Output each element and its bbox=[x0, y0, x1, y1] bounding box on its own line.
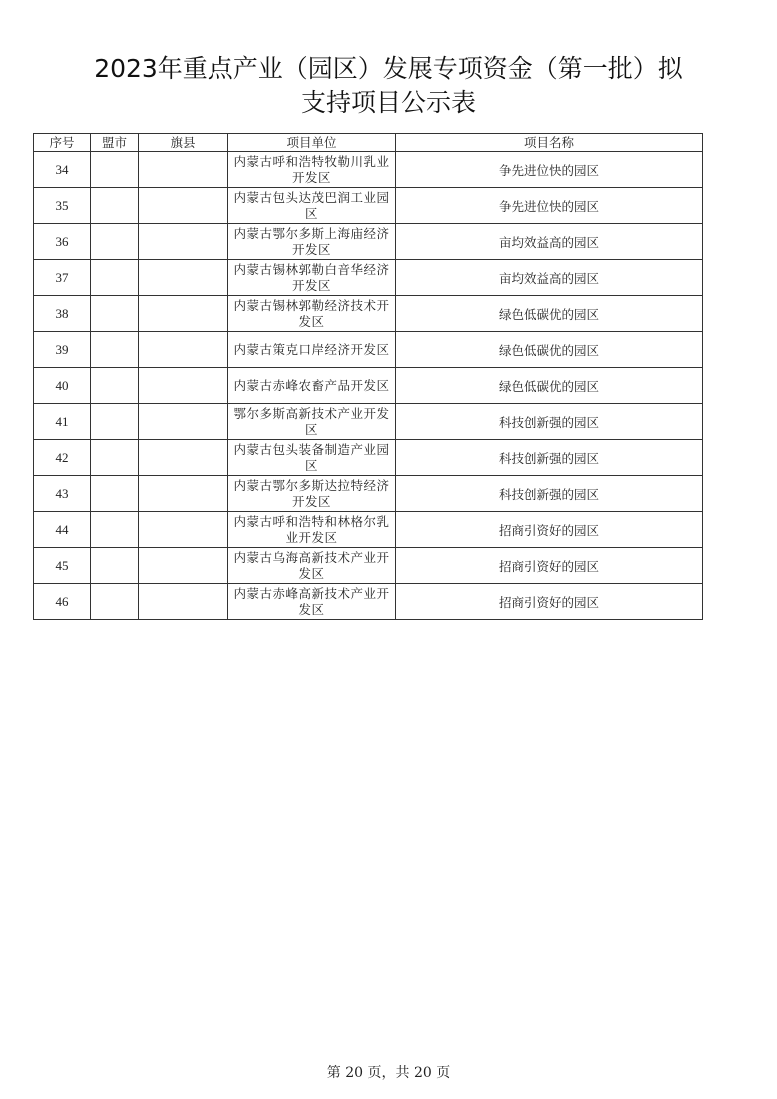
cell-unit: 内蒙古包头达茂巴润工业园区 bbox=[228, 188, 396, 224]
table-row bbox=[34, 440, 703, 476]
cell-unit: 内蒙古锡林郭勒白音华经济开发区 bbox=[228, 260, 396, 296]
cell-serial: 35 bbox=[34, 188, 91, 224]
cell-county bbox=[139, 260, 228, 296]
cell-county bbox=[139, 152, 228, 188]
cell-county bbox=[139, 224, 228, 260]
table-row bbox=[34, 548, 703, 584]
cell-unit: 内蒙古呼和浩特牧勒川乳业开发区 bbox=[228, 152, 396, 188]
cell-county bbox=[139, 548, 228, 584]
cell-league bbox=[91, 476, 139, 512]
cell-league bbox=[91, 512, 139, 548]
cell-project: 争先进位快的园区 bbox=[396, 152, 703, 188]
cell-county bbox=[139, 476, 228, 512]
table-row bbox=[34, 188, 703, 224]
cell-unit: 内蒙古呼和浩特和林格尔乳业开发区 bbox=[228, 512, 396, 548]
title-line-1: 2023年重点产业（园区）发展专项资金（第一批）拟 bbox=[94, 54, 683, 83]
cell-unit: 内蒙古策克口岸经济开发区 bbox=[228, 332, 396, 368]
cell-project: 科技创新强的园区 bbox=[396, 404, 703, 440]
cell-serial: 36 bbox=[34, 224, 91, 260]
cell-project: 绿色低碳优的园区 bbox=[396, 332, 703, 368]
cell-league bbox=[91, 224, 139, 260]
table-row bbox=[34, 512, 703, 548]
cell-serial: 46 bbox=[34, 584, 91, 620]
table-body bbox=[34, 152, 703, 620]
cell-unit: 内蒙古鄂尔多斯上海庙经济开发区 bbox=[228, 224, 396, 260]
cell-league bbox=[91, 368, 139, 404]
cell-county bbox=[139, 512, 228, 548]
header-serial: 序号 bbox=[34, 134, 91, 152]
cell-league bbox=[91, 152, 139, 188]
cell-project: 科技创新强的园区 bbox=[396, 476, 703, 512]
cell-serial: 40 bbox=[34, 368, 91, 404]
header-league: 盟市 bbox=[91, 134, 139, 152]
cell-project: 争先进位快的园区 bbox=[396, 188, 703, 224]
cell-league bbox=[91, 260, 139, 296]
table-row bbox=[34, 584, 703, 620]
cell-serial: 34 bbox=[34, 152, 91, 188]
cell-unit: 内蒙古锡林郭勒经济技术开发区 bbox=[228, 296, 396, 332]
cell-county bbox=[139, 404, 228, 440]
cell-unit: 内蒙古赤峰农畜产品开发区 bbox=[228, 368, 396, 404]
project-table bbox=[33, 133, 703, 620]
cell-county bbox=[139, 332, 228, 368]
cell-league bbox=[91, 296, 139, 332]
cell-league bbox=[91, 584, 139, 620]
cell-county bbox=[139, 368, 228, 404]
cell-serial: 37 bbox=[34, 260, 91, 296]
table-row bbox=[34, 296, 703, 332]
cell-serial: 44 bbox=[34, 512, 91, 548]
cell-project: 亩均效益高的园区 bbox=[396, 224, 703, 260]
cell-serial: 39 bbox=[34, 332, 91, 368]
table-row bbox=[34, 332, 703, 368]
cell-unit: 内蒙古包头装备制造产业园区 bbox=[228, 440, 396, 476]
table-row bbox=[34, 476, 703, 512]
cell-league bbox=[91, 332, 139, 368]
table-header bbox=[34, 134, 703, 152]
cell-serial: 45 bbox=[34, 548, 91, 584]
header-row bbox=[34, 134, 703, 152]
cell-project: 招商引资好的园区 bbox=[396, 512, 703, 548]
cell-serial: 41 bbox=[34, 404, 91, 440]
cell-project: 绿色低碳优的园区 bbox=[396, 296, 703, 332]
cell-county bbox=[139, 440, 228, 476]
document-title bbox=[0, 52, 777, 120]
cell-project: 绿色低碳优的园区 bbox=[396, 368, 703, 404]
cell-serial: 42 bbox=[34, 440, 91, 476]
header-unit: 项目单位 bbox=[228, 134, 396, 152]
cell-unit: 内蒙古鄂尔多斯达拉特经济开发区 bbox=[228, 476, 396, 512]
table-row bbox=[34, 368, 703, 404]
cell-county bbox=[139, 584, 228, 620]
header-project: 项目名称 bbox=[396, 134, 703, 152]
cell-unit: 内蒙古赤峰高新技术产业开发区 bbox=[228, 584, 396, 620]
cell-project: 招商引资好的园区 bbox=[396, 548, 703, 584]
table-row bbox=[34, 152, 703, 188]
cell-league bbox=[91, 548, 139, 584]
cell-county bbox=[139, 188, 228, 224]
cell-project: 科技创新强的园区 bbox=[396, 440, 703, 476]
cell-league bbox=[91, 404, 139, 440]
table-row bbox=[34, 404, 703, 440]
cell-serial: 43 bbox=[34, 476, 91, 512]
cell-league bbox=[91, 188, 139, 224]
cell-serial: 38 bbox=[34, 296, 91, 332]
cell-county bbox=[139, 296, 228, 332]
cell-unit: 鄂尔多斯高新技术产业开发区 bbox=[228, 404, 396, 440]
page-footer: 第 20 页，共 20 页 bbox=[326, 1065, 451, 1081]
table-row bbox=[34, 260, 703, 296]
cell-project: 亩均效益高的园区 bbox=[396, 260, 703, 296]
table-row bbox=[34, 224, 703, 260]
cell-unit: 内蒙古乌海高新技术产业开发区 bbox=[228, 548, 396, 584]
cell-league bbox=[91, 440, 139, 476]
title-line-2: 支持项目公示表 bbox=[300, 88, 476, 117]
header-county: 旗县 bbox=[139, 134, 228, 152]
cell-project: 招商引资好的园区 bbox=[396, 584, 703, 620]
